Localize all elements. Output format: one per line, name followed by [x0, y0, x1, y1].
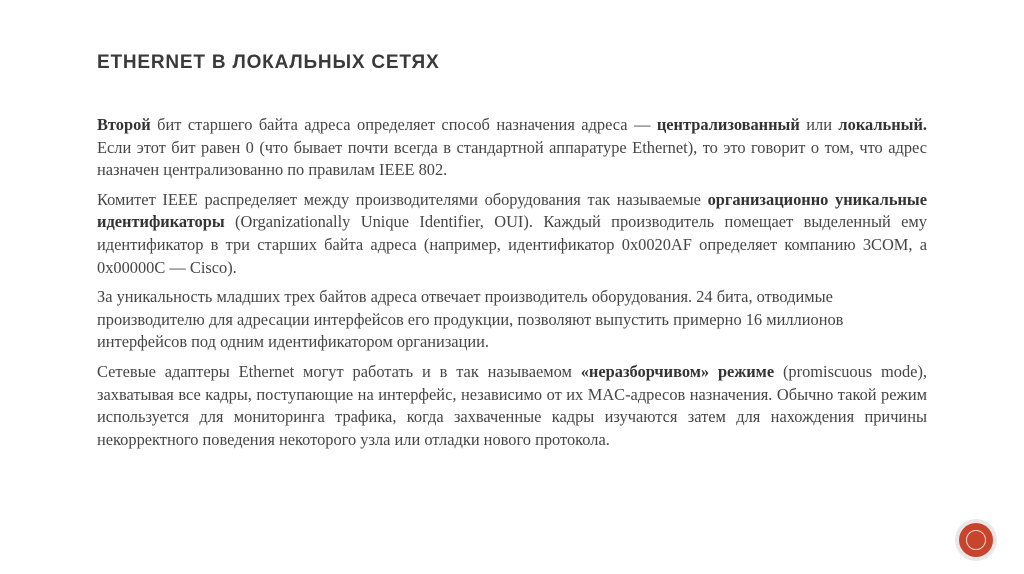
strong-text: Второй: [97, 115, 151, 134]
strong-text: локальный.: [838, 115, 927, 134]
paragraph-address-bit: Второй бит старшего байта адреса определяет способ назначения адреса — централизованный или локальный. Если этот бит равен 0 (что бывает почти всегда в стандартной аппаратуре Ethernet), то это говорит о том, что адрес назначен централизованно по правилам IEEE 802.: [97, 115, 927, 180]
paragraph-promiscuous: Сетевые адаптеры Ethernet могут работать и в так называемом «неразборчивом» режиме (promiscuous mode), захватывая все кадры, поступающие на интерфейс, независимо от их MAC-адресов назначения. Обычно такой режим используется для мониторинга трафика, когда захваченные кадры изучаются затем для нахождения причины некорректного поведения некоторого узла или отладки нового протокола.: [97, 361, 927, 449]
circle-nav-icon: [959, 523, 993, 557]
strong-text: организационно уникальные идентификаторы: [97, 189, 927, 232]
paragraph-oui: Комитет IEEE распределяет между производителями оборудования так называемые организационно уникальные идентификаторы (Organizationally Unique Identifier, OUI). Каждый производитель помещает выделенный ему идентификатор в три старших байта адреса (например, идентификатор 0x0020AF определяет компанию 3COM, а 0x00000C — Cisco).: [97, 189, 927, 277]
slide-title: ETHERNET В ЛОКАЛЬНЫХ СЕТЯХ: [97, 52, 440, 73]
circle-nav-icon-ring: [966, 530, 986, 550]
strong-text: централизованный: [656, 115, 800, 134]
paragraph-lower-bytes: За уникальность младших трех байтов адреса отвечает производитель оборудования. 24 бита, отводимые производителю для адресации интерфейсов его продукции, позволяют выпустить примерно 16 миллионов интерфейсов под одним идентификатором организации.: [97, 287, 844, 352]
slide-body: [97, 114, 927, 458]
strong-text: «неразборчивом» режиме: [580, 361, 775, 381]
slide-nav-button[interactable]: [955, 519, 997, 561]
